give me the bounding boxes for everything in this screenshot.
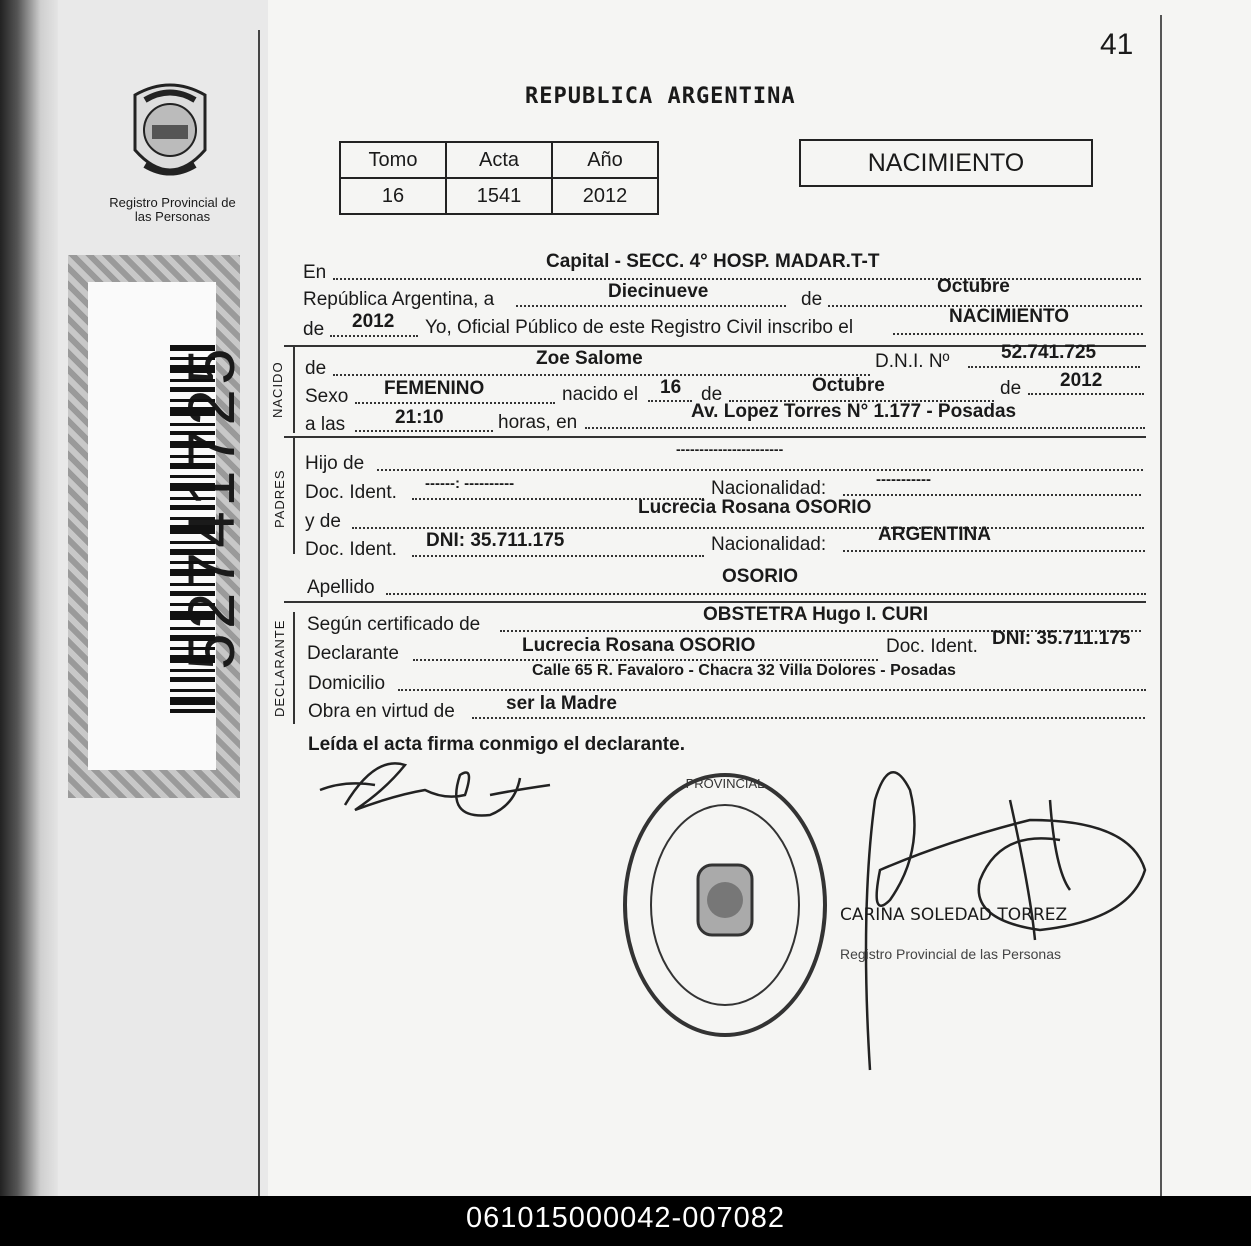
padres-side-label: PADRES <box>272 469 287 528</box>
label-de: de <box>303 319 325 340</box>
mes-value: Octubre <box>937 276 1010 297</box>
padre-value: ----------------------- <box>676 441 784 457</box>
dotted-line <box>386 593 1146 595</box>
provincia-misiones-logo-icon <box>125 80 215 190</box>
label-de: de <box>801 289 823 310</box>
label-doc-ident: Doc. Ident. <box>305 482 397 503</box>
page-number: 41 <box>1100 28 1134 61</box>
tomo-value: 16 <box>340 178 446 214</box>
dotted-line <box>398 689 1146 691</box>
dotted-line <box>968 366 1140 368</box>
dotted-line <box>352 527 1144 529</box>
dotted-line <box>330 335 418 337</box>
dotted-line <box>333 374 870 376</box>
tomo-acta-table <box>339 141 659 215</box>
dotted-line <box>585 427 1145 429</box>
section-vrule <box>293 436 295 554</box>
dotted-line <box>516 305 786 307</box>
padre-doc-value: ------: ---------- <box>425 475 515 492</box>
label-yo-oficial: Yo, Oficial Público de este Registro Civil inscribo el <box>425 317 854 338</box>
declarante-side-label: DECLARANTE <box>272 619 287 717</box>
dotted-line <box>843 494 1141 496</box>
label-y-de: y de <box>305 511 341 532</box>
dotted-line <box>648 400 692 402</box>
label-en: En <box>303 262 327 283</box>
dotted-line <box>377 469 1143 471</box>
nombre-value: Zoe Salome <box>536 348 643 369</box>
dni-value: 52.741.725 <box>1001 342 1097 363</box>
official-name: CARINA SOLEDAD TORREZ <box>840 905 1068 925</box>
label-republica: República Argentina, a <box>303 289 495 310</box>
document-title: REPUBLICA ARGENTINA <box>525 84 796 109</box>
footer-code: 061015000042-007082 <box>0 1196 1251 1246</box>
label-nacionalidad: Nacionalidad: <box>711 534 827 555</box>
declarante-value: Lucrecia Rosana OSORIO <box>522 635 756 656</box>
section-rule <box>284 436 1146 438</box>
anio-nac-value: 2012 <box>1060 370 1103 391</box>
nacido-side-label: NACIDO <box>270 361 285 418</box>
madre-nac-value: ARGENTINA <box>878 524 991 545</box>
svg-text:PROVINCIAL: PROVINCIAL <box>685 776 765 791</box>
lugar-nac-value: Av. Lopez Torres N° 1.177 - Posadas <box>691 401 1017 422</box>
dotted-line <box>1028 393 1144 395</box>
label-declarante: Declarante <box>307 643 399 664</box>
acta-header: Acta <box>446 142 552 178</box>
declarante-signature-icon <box>315 750 555 830</box>
official-caption: Registro Provincial de las Personas <box>840 946 1061 962</box>
label-doc-ident: Doc. Ident. <box>886 636 978 657</box>
sexo-value: FEMENINO <box>384 378 485 399</box>
label-de: de <box>305 358 327 379</box>
label-dni: D.N.I. Nº <box>875 351 950 372</box>
dia-letras-value: Diecinueve <box>608 281 709 302</box>
label-obra: Obra en virtud de <box>308 701 455 722</box>
anio-value: 2012 <box>552 178 658 214</box>
gutter-line <box>258 30 260 1196</box>
anio-header: Año <box>552 142 658 178</box>
page-edge <box>1160 15 1162 1196</box>
tomo-header: Tomo <box>340 142 446 178</box>
madre-doc-value: DNI: 35.711.175 <box>426 530 565 551</box>
label-de: de <box>1000 378 1022 399</box>
apellido-value: OSORIO <box>722 566 799 587</box>
dotted-line <box>413 659 878 661</box>
acta-value: 1541 <box>446 178 552 214</box>
dotted-line <box>843 550 1145 552</box>
official-seal-icon <box>620 770 830 1040</box>
barcode-icon <box>170 345 215 715</box>
label-apellido: Apellido <box>307 577 375 598</box>
hora-value: 21:10 <box>395 407 444 428</box>
label-nacido-el: nacido el <box>562 384 639 405</box>
label-doc-ident: Doc. Ident. <box>305 539 397 560</box>
mes-nac-value: Octubre <box>812 375 885 396</box>
registry-caption: Registro Provincial de las Personas <box>109 195 236 224</box>
lugar-value: Capital - SECC. 4° HOSP. MADAR.T-T <box>546 251 880 272</box>
label-hijo-de: Hijo de <box>305 453 365 474</box>
section-vrule <box>293 345 295 433</box>
section-rule <box>284 601 1146 603</box>
acto-value: NACIMIENTO <box>949 306 1069 327</box>
domicilio-value: Calle 65 R. Favaloro - Chacra 32 Villa Dolores - Posadas <box>532 662 956 679</box>
section-vrule <box>293 612 295 724</box>
closing-statement: Leída el acta firma conmigo el declarante. <box>308 734 685 755</box>
act-type-box: NACIMIENTO <box>799 139 1093 187</box>
dotted-line <box>333 278 1141 280</box>
dotted-line <box>355 402 555 404</box>
dotted-line <box>412 555 704 557</box>
label-de: de <box>701 384 723 405</box>
label-a-las: a las <box>305 414 346 435</box>
dotted-line <box>355 430 493 432</box>
label-domicilio: Domicilio <box>308 673 386 694</box>
certificado-value: OBSTETRA Hugo I. CURI <box>703 604 929 625</box>
label-sexo: Sexo <box>305 386 349 407</box>
declarante-doc-value: DNI: 35.711.175 <box>992 628 1131 649</box>
padre-nac-value: ----------- <box>876 471 931 488</box>
dia-nac-value: 16 <box>660 377 682 398</box>
label-nacionalidad: Nacionalidad: <box>711 478 827 499</box>
anio-value: 2012 <box>352 311 395 332</box>
label-segun: Según certificado de <box>307 614 481 635</box>
dotted-line <box>893 333 1143 335</box>
book-binding <box>0 0 58 1196</box>
dotted-line <box>472 717 1145 719</box>
label-horas-en: horas, en <box>498 412 578 433</box>
madre-value: Lucrecia Rosana OSORIO <box>638 497 872 518</box>
obra-value: ser la Madre <box>506 693 617 714</box>
